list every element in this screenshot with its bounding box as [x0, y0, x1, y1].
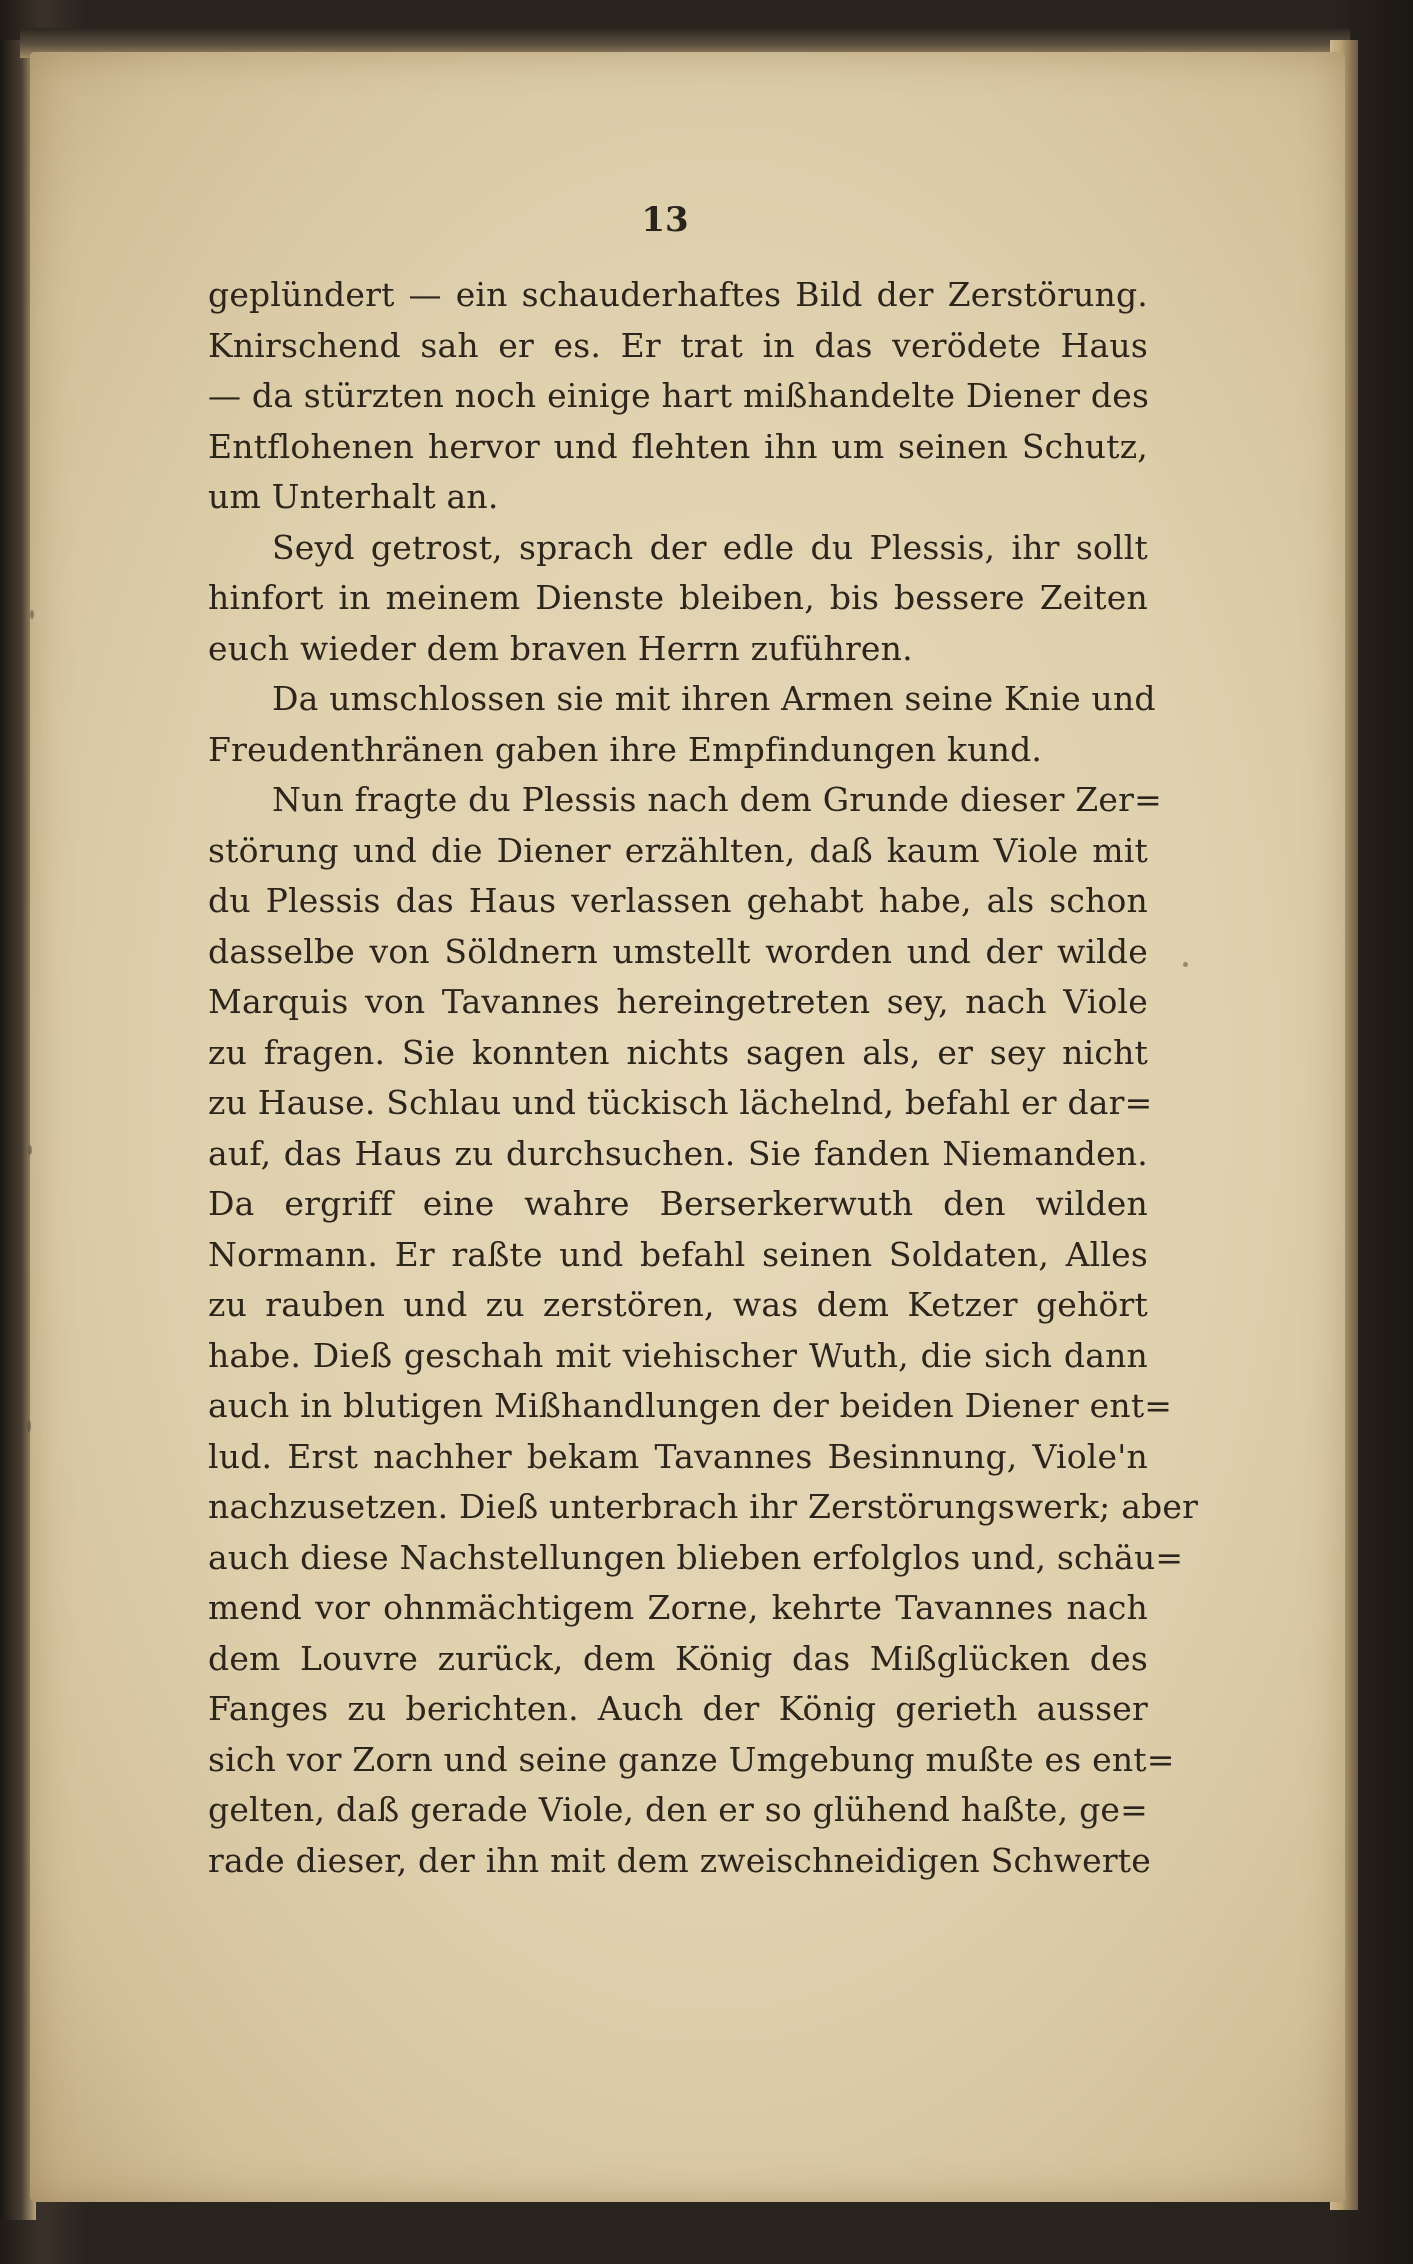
paper-speck [27, 1420, 31, 1432]
text-line: auch in blutigen Mißhandlungen der beiden Diener ent= [208, 1386, 1173, 1425]
text-line: Entflohenen hervor und flehten ihn um seinen Schutz, [208, 426, 1148, 466]
text-line: gelten, daß gerade Viole, den er so glühend haßte, ge= [208, 1790, 1148, 1829]
text-line: auch diese Nachstellungen blieben erfolglos und, schäu= [208, 1537, 1184, 1577]
paper-speck [1183, 962, 1188, 967]
text-line: Marquis von Tavannes hereingetreten sey, nach Viole [208, 982, 1148, 1021]
text-line: nachzusetzen. Dieß unterbrach ihr Zerstörungswerk; aber [208, 1487, 1199, 1526]
text-line: geplündert — ein schauderhaftes Bild der Zerstörung. [208, 275, 1148, 314]
text-line: rade dieser, der ihn mit dem zweischneidigen Schwerte [208, 1840, 1151, 1880]
text-line: um Unterhalt an. [208, 477, 499, 516]
text-line: auf, das Haus zu durchsuchen. Sie fanden Niemanden. [208, 1133, 1148, 1173]
text-line: euch wieder dem braven Herrn zuführen. [208, 628, 913, 668]
text-line: — da stürzten noch einige hart mißhandelte Diener des [208, 376, 1150, 415]
paper-speck [30, 610, 34, 619]
text-line: sich vor Zorn und seine ganze Umgebung mußte es ent= [208, 1739, 1175, 1779]
text-line: habe. Dieß geschah mit viehischer Wuth, die sich dann [208, 1335, 1148, 1375]
text-line: mend vor ohnmächtigem Zorne, kehrte Tavannes nach [208, 1588, 1148, 1627]
paper-speck [28, 1145, 32, 1155]
text-line: Da umschlossen sie mit ihren Armen seine Knie und [272, 679, 1156, 718]
text-line: Freudenthränen gaben ihre Empfindungen kund. [208, 729, 1043, 769]
text-line: Fanges zu berichten. Auch der König gerieth ausser [208, 1689, 1148, 1728]
text-line: zu fragen. Sie konnten nichts sagen als, er sey nicht [208, 1032, 1148, 1072]
text-line: dem Louvre zurück, dem König das Mißglücken des [208, 1638, 1148, 1678]
text-line: hinfort in meinem Dienste bleiben, bis bessere Zeiten [208, 578, 1148, 617]
page-number: 13 [641, 200, 689, 240]
text-line: Knirschend sah er es. Er trat in das verödete Haus [208, 325, 1148, 365]
text-line: lud. Erst nachher bekam Tavannes Besinnung, Viole'n [208, 1436, 1148, 1476]
text-line: Da ergriff eine wahre Berserkerwuth den wilden [208, 1184, 1148, 1223]
text-line: störung und die Diener erzählten, daß kaum Viole mit [208, 830, 1148, 870]
text-line: zu Hause. Schlau und tückisch lächelnd, befahl er dar= [208, 1083, 1153, 1122]
text-line: Seyd getrost, sprach der edle du Plessis, ihr sollt [272, 527, 1148, 567]
text-line: du Plessis das Haus verlassen gehabt habe, als schon [208, 881, 1148, 920]
text-line: dasselbe von Söldnern umstellt worden und der wilde [208, 931, 1148, 971]
body-text [208, 270, 1199, 1886]
text-line: Normann. Er raßte und befahl seinen Soldaten, Alles [208, 1234, 1148, 1274]
text-line: Nun fragte du Plessis nach dem Grunde dieser Zer= [272, 780, 1162, 819]
text-line: zu rauben und zu zerstören, was dem Ketzer gehört [208, 1285, 1148, 1324]
